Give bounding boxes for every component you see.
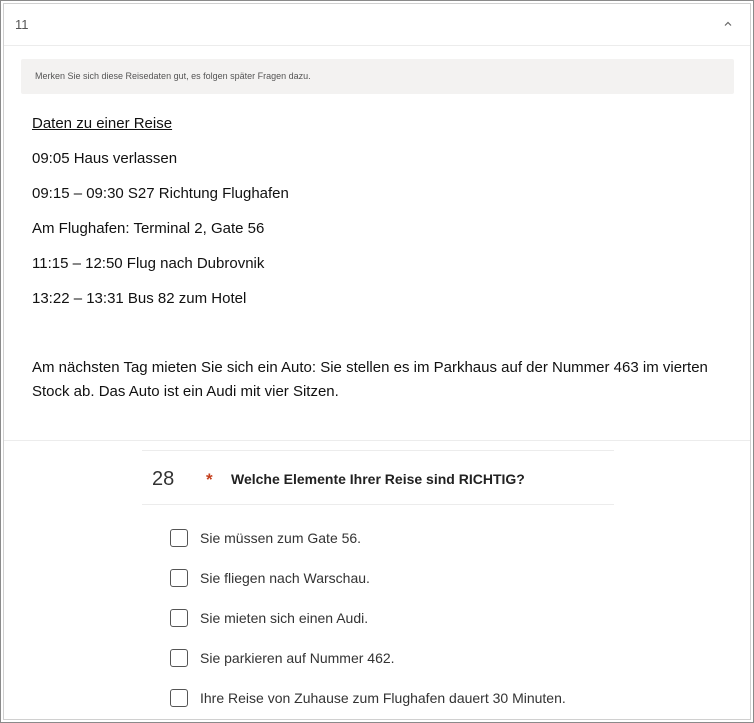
checkbox[interactable] <box>170 609 188 627</box>
checkbox[interactable] <box>170 649 188 667</box>
option-label: Sie müssen zum Gate 56. <box>200 530 362 546</box>
required-asterisk-icon: * <box>206 470 213 489</box>
info-banner <box>21 59 734 94</box>
section-header[interactable] <box>4 4 750 46</box>
info-text: Merken Sie sich diese Reisedaten gut, es folgen später Fragen dazu. <box>35 71 311 81</box>
question-divider <box>142 504 614 505</box>
checkbox[interactable] <box>170 689 188 707</box>
option-label: Sie fliegen nach Warschau. <box>200 570 370 586</box>
content-line: 11:15 – 12:50 Flug nach Dubrovnik <box>32 255 265 272</box>
content-line: 09:05 Haus verlassen <box>32 150 178 167</box>
checkbox[interactable] <box>170 529 188 547</box>
question-title: Welche Elemente Ihrer Reise sind RICHTIG? <box>231 471 525 487</box>
option-label: Sie parkieren auf Nummer 462. <box>200 650 395 666</box>
content-title: Daten zu einer Reise <box>32 115 173 132</box>
content-line: 09:15 – 09:30 S27 Richtung Flughafen <box>32 185 289 202</box>
chevron-up-icon[interactable] <box>720 16 736 32</box>
content-line: Am Flughafen: Terminal 2, Gate 56 <box>32 220 265 237</box>
section-number: 11 <box>15 17 29 32</box>
option-label: Ihre Reise von Zuhause zum Flughafen dauert 30 Minuten. <box>200 690 566 706</box>
section-divider <box>4 440 750 441</box>
question-number: 28 <box>152 468 175 490</box>
content-paragraph: Am nächsten Tag mieten Sie sich ein Auto: Sie stellen es im Parkhaus auf der Nummer 463 im vierten Stock ab. Das Auto ist ein Audi mit vier Sitzen. <box>32 359 708 400</box>
content-line: 13:22 – 13:31 Bus 82 zum Hotel <box>32 290 247 307</box>
form-section <box>3 3 751 720</box>
option-label: Sie mieten sich einen Audi. <box>200 610 369 626</box>
question-divider <box>142 450 614 451</box>
checkbox[interactable] <box>170 569 188 587</box>
